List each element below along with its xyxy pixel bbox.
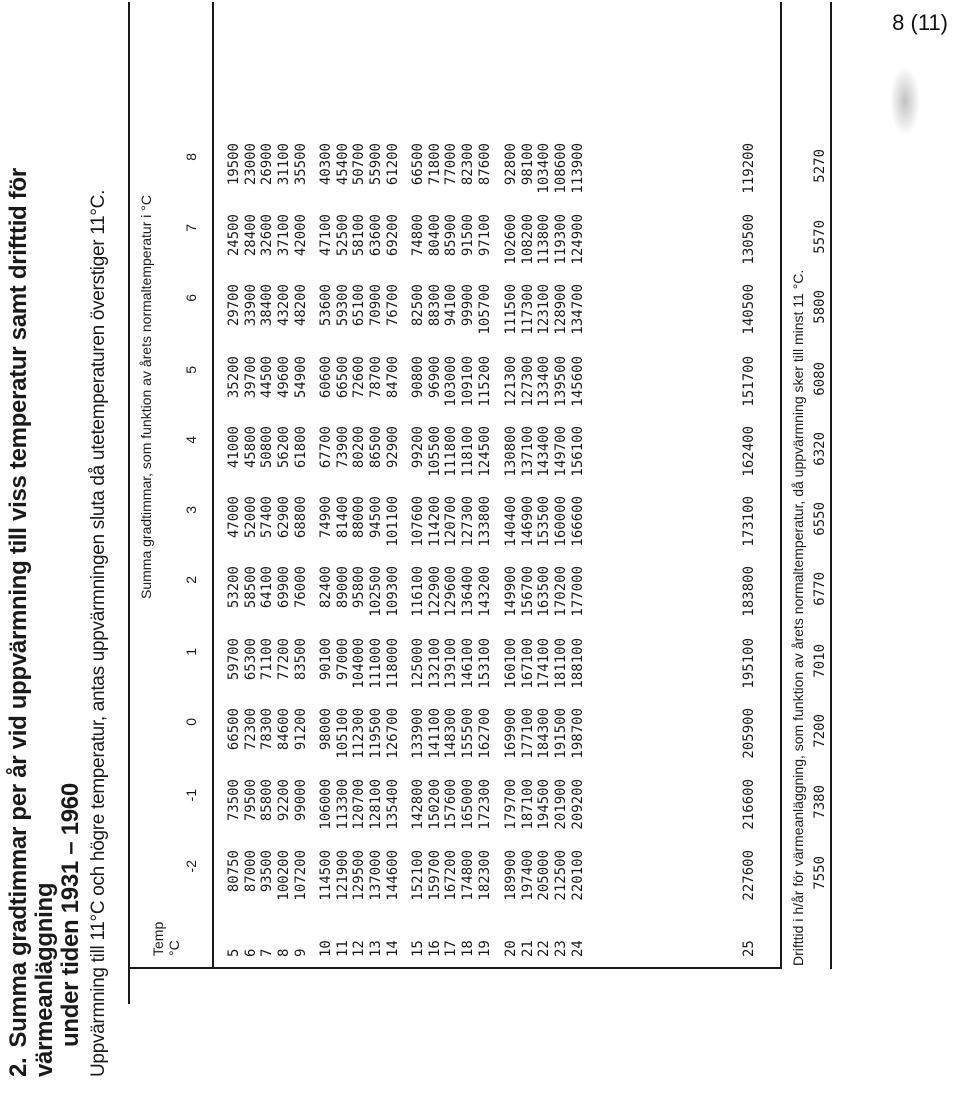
table-cell: 67700 bbox=[318, 426, 334, 469]
temp-cell: 12 bbox=[351, 940, 368, 957]
table-cell: 133900 bbox=[410, 708, 426, 759]
table-cell: 120700 bbox=[443, 496, 460, 547]
temp-cell: 25 bbox=[741, 940, 757, 957]
temp-cell: 23 bbox=[553, 940, 570, 957]
table-cell: 38400 bbox=[259, 284, 276, 327]
table-cell: 177100 bbox=[519, 708, 536, 759]
table-cell: 45400 bbox=[334, 143, 351, 186]
table-cell: 26900 bbox=[259, 143, 276, 186]
temp-cell: 10 bbox=[318, 940, 334, 957]
temp-cell: 22 bbox=[536, 940, 553, 957]
table-cell: 79500 bbox=[242, 779, 259, 822]
drifttid-value: 5570 bbox=[812, 220, 828, 254]
table-cell: 159700 bbox=[426, 850, 443, 901]
table-cell: 143200 bbox=[476, 566, 493, 617]
table-cell: 65300 bbox=[242, 638, 259, 681]
table-cell: 111800 bbox=[443, 426, 460, 477]
table-cell: 39700 bbox=[242, 356, 259, 399]
table-cell: 127300 bbox=[519, 356, 536, 407]
table-cell: 58100 bbox=[351, 214, 368, 257]
table-cell: 69900 bbox=[276, 566, 293, 609]
column-header: 4 bbox=[183, 436, 199, 444]
table-cell: 128900 bbox=[553, 284, 570, 335]
table-cell: 72300 bbox=[242, 708, 259, 751]
table-cell: 99200 bbox=[410, 426, 426, 469]
table-cell: 103400 bbox=[536, 143, 553, 194]
table-cell: 130800 bbox=[503, 426, 519, 477]
table-cell: 155500 bbox=[460, 708, 477, 759]
table-cell: 187100 bbox=[519, 779, 536, 830]
table-cell: 198700 bbox=[569, 708, 586, 759]
table-cell: 184300 bbox=[536, 708, 553, 759]
table-cell: 113300 bbox=[334, 779, 351, 830]
table-cell: 86500 bbox=[368, 426, 385, 469]
drifttid-value: 7380 bbox=[812, 785, 828, 819]
table-cell: 134700 bbox=[569, 284, 586, 335]
column-header: 0 bbox=[183, 718, 199, 726]
drifttid-value: 6770 bbox=[812, 572, 828, 606]
table-cell: 59700 bbox=[226, 638, 242, 681]
table-cell: 149700 bbox=[553, 426, 570, 477]
table-cell: 137000 bbox=[368, 850, 385, 901]
table-cell: 132100 bbox=[426, 638, 443, 689]
table-cell: 76700 bbox=[384, 284, 401, 327]
table-cell: 78700 bbox=[368, 356, 385, 399]
drifttid-value: 5270 bbox=[812, 149, 828, 183]
table-cell: 183800 bbox=[741, 566, 757, 617]
table-cell: 85800 bbox=[259, 779, 276, 822]
table-cell: 53600 bbox=[318, 284, 334, 327]
table-cell: 71100 bbox=[259, 638, 276, 681]
table-cell: 167100 bbox=[519, 638, 536, 689]
table-cell: 129500 bbox=[351, 850, 368, 901]
table-cell: 148300 bbox=[443, 708, 460, 759]
rule-top bbox=[128, 2, 130, 1004]
table-cell: 144600 bbox=[384, 850, 401, 901]
table-cell: 99000 bbox=[292, 779, 309, 822]
table-cell: 124900 bbox=[569, 214, 586, 265]
table-cell: 109100 bbox=[460, 356, 477, 407]
table-cell: 174800 bbox=[460, 850, 477, 901]
table-cell: 115200 bbox=[476, 356, 493, 407]
table-cell: 179700 bbox=[503, 779, 519, 830]
table-cell: 68800 bbox=[292, 496, 309, 539]
table-cell: 111000 bbox=[368, 638, 385, 689]
table-cell: 121900 bbox=[334, 850, 351, 901]
table-cell: 56200 bbox=[276, 426, 293, 469]
table-cell: 70900 bbox=[368, 284, 385, 327]
table-cell: 227600 bbox=[741, 850, 757, 901]
table-cell: 143400 bbox=[536, 426, 553, 477]
table-cell: 91500 bbox=[460, 214, 477, 257]
table-cell: 142800 bbox=[410, 779, 426, 830]
table-cell: 50700 bbox=[351, 143, 368, 186]
temp-header-label: Temp bbox=[150, 921, 166, 956]
table-cell: 73900 bbox=[334, 426, 351, 469]
table-cell: 194500 bbox=[536, 779, 553, 830]
table-cell: 43200 bbox=[276, 284, 293, 327]
title-line-2: under tiden 1931 – 1960 bbox=[57, 783, 84, 1047]
table-cell: 205000 bbox=[536, 850, 553, 901]
table-cell: 52500 bbox=[334, 214, 351, 257]
table-cell: 48200 bbox=[292, 284, 309, 327]
table-cell: 82400 bbox=[318, 566, 334, 609]
table-cell: 140400 bbox=[503, 496, 519, 547]
table-cell: 77000 bbox=[443, 143, 460, 186]
drifttid-value: 7200 bbox=[812, 714, 828, 748]
table-cell: 35200 bbox=[226, 356, 242, 399]
table-cell: 166600 bbox=[569, 496, 586, 547]
table-cell: 107600 bbox=[410, 496, 426, 547]
table-cell: 49600 bbox=[276, 356, 293, 399]
table-cell: 177000 bbox=[569, 566, 586, 617]
table-cell: 37100 bbox=[276, 214, 293, 257]
table-cell: 152100 bbox=[410, 850, 426, 901]
table-cell: 97000 bbox=[334, 638, 351, 681]
table-cell: 146100 bbox=[460, 638, 477, 689]
table-cell: 88000 bbox=[351, 496, 368, 539]
table-cell: 114500 bbox=[318, 850, 334, 901]
table-cell: 82300 bbox=[460, 143, 477, 186]
table-cell: 93500 bbox=[259, 850, 276, 893]
table-cell: 205900 bbox=[741, 708, 757, 759]
table-cell: 88300 bbox=[426, 284, 443, 327]
table-cell: 153500 bbox=[536, 496, 553, 547]
table-cell: 24500 bbox=[226, 214, 242, 257]
table-cell: 146900 bbox=[519, 496, 536, 547]
temp-cell: 16 bbox=[426, 940, 443, 957]
temp-cell: 21 bbox=[519, 940, 536, 957]
table-cell: 32600 bbox=[259, 214, 276, 257]
table-cell: 33900 bbox=[242, 284, 259, 327]
table-cell: 60600 bbox=[318, 356, 334, 399]
table-cell: 137100 bbox=[519, 426, 536, 477]
table-cell: 45800 bbox=[242, 426, 259, 469]
table-cell: 41000 bbox=[226, 426, 242, 469]
table-cell: 19500 bbox=[226, 143, 242, 186]
table-cell: 108200 bbox=[519, 214, 536, 265]
table-cell: 99900 bbox=[460, 284, 477, 327]
table-cell: 85900 bbox=[443, 214, 460, 257]
table-cell: 47000 bbox=[226, 496, 242, 539]
table-cell: 72600 bbox=[351, 356, 368, 399]
table-cell: 57400 bbox=[259, 496, 276, 539]
table-cell: 123100 bbox=[536, 284, 553, 335]
table-cell: 90800 bbox=[410, 356, 426, 399]
column-header: 7 bbox=[183, 224, 199, 232]
rule-temp-column bbox=[128, 968, 780, 970]
table-cell: 118100 bbox=[460, 426, 477, 477]
table-cell: 122900 bbox=[426, 566, 443, 617]
column-header: 5 bbox=[183, 366, 199, 374]
table-cell: 92800 bbox=[503, 143, 519, 186]
table-cell: 151700 bbox=[741, 356, 757, 407]
table-cell: 69200 bbox=[384, 214, 401, 257]
table-cell: 153100 bbox=[476, 638, 493, 689]
table-cell: 31100 bbox=[276, 143, 293, 186]
table-cell: 125000 bbox=[410, 638, 426, 689]
temp-cell: 7 bbox=[259, 948, 276, 957]
table-cell: 124500 bbox=[476, 426, 493, 477]
table-cell: 84700 bbox=[384, 356, 401, 399]
column-header: 6 bbox=[183, 294, 199, 302]
table-cell: 91200 bbox=[292, 708, 309, 751]
scan-smudge bbox=[890, 66, 920, 136]
table-cell: 81400 bbox=[334, 496, 351, 539]
table-cell: 23000 bbox=[242, 143, 259, 186]
table-cell: 98100 bbox=[519, 143, 536, 186]
table-cell: 128100 bbox=[368, 779, 385, 830]
table-cell: 66500 bbox=[226, 708, 242, 751]
column-header: -1 bbox=[183, 789, 199, 802]
table-cell: 97100 bbox=[476, 214, 493, 257]
temp-cell: 18 bbox=[460, 940, 477, 957]
drifttid-value: 7550 bbox=[812, 856, 828, 890]
document-title bbox=[6, 0, 84, 1077]
table-cell: 113800 bbox=[536, 214, 553, 265]
temp-cell: 20 bbox=[503, 940, 519, 957]
table-cell: 102500 bbox=[368, 566, 385, 617]
drifttid-value: 7010 bbox=[812, 644, 828, 678]
table-cell: 94500 bbox=[368, 496, 385, 539]
table-cell: 197400 bbox=[519, 850, 536, 901]
table-cell: 35500 bbox=[292, 143, 309, 186]
table-cell: 59300 bbox=[334, 284, 351, 327]
table-cell: 95800 bbox=[351, 566, 368, 609]
table-cell: 58500 bbox=[242, 566, 259, 609]
page-number: 8 (11) bbox=[892, 10, 948, 35]
column-header: -2 bbox=[183, 860, 199, 873]
table-cell: 52000 bbox=[242, 496, 259, 539]
drifttid-value: 6550 bbox=[812, 502, 828, 536]
table-cell: 209200 bbox=[569, 779, 586, 830]
table-cell: 74900 bbox=[318, 496, 334, 539]
table-cell: 113900 bbox=[569, 143, 586, 194]
table-cell: 112300 bbox=[351, 708, 368, 759]
table-cell: 105700 bbox=[476, 284, 493, 335]
drifttid-value: 6080 bbox=[812, 362, 828, 396]
table-cell: 156100 bbox=[569, 426, 586, 477]
table-cell: 111500 bbox=[503, 284, 519, 335]
column-header: 2 bbox=[183, 576, 199, 584]
table-cell: 182300 bbox=[476, 850, 493, 901]
table-cell: 160100 bbox=[503, 638, 519, 689]
table-cell: 117300 bbox=[519, 284, 536, 335]
table-cell: 53200 bbox=[226, 566, 242, 609]
table-cell: 28400 bbox=[242, 214, 259, 257]
table-cell: 66500 bbox=[334, 356, 351, 399]
table-cell: 141100 bbox=[426, 708, 443, 759]
table-cell: 129600 bbox=[443, 566, 460, 617]
temp-cell: 5 bbox=[226, 948, 242, 957]
table-cell: 114200 bbox=[426, 496, 443, 547]
table-cell: 94100 bbox=[443, 284, 460, 327]
table-cell: 76000 bbox=[292, 566, 309, 609]
table-cell: 169900 bbox=[503, 708, 519, 759]
table-cell: 165000 bbox=[460, 779, 477, 830]
table-cell: 119500 bbox=[368, 708, 385, 759]
table-cell: 170200 bbox=[553, 566, 570, 617]
table-cell: 65100 bbox=[351, 284, 368, 327]
table-cell: 61200 bbox=[384, 143, 401, 186]
temp-cell: 8 bbox=[276, 948, 293, 957]
table-cell: 174100 bbox=[536, 638, 553, 689]
table-cell: 149900 bbox=[503, 566, 519, 617]
table-cell: 135400 bbox=[384, 779, 401, 830]
table-cell: 119300 bbox=[553, 214, 570, 265]
table-cell: 216600 bbox=[741, 779, 757, 830]
table-cell: 54900 bbox=[292, 356, 309, 399]
table-cell: 106000 bbox=[318, 779, 334, 830]
table-cell: 82500 bbox=[410, 284, 426, 327]
table-cell: 61800 bbox=[292, 426, 309, 469]
table-cell: 77200 bbox=[276, 638, 293, 681]
table-cell: 150200 bbox=[426, 779, 443, 830]
table-cell: 220100 bbox=[569, 850, 586, 901]
table-cell: 201900 bbox=[553, 779, 570, 830]
table-cell: 157600 bbox=[443, 779, 460, 830]
table-cell: 188100 bbox=[569, 638, 586, 689]
table-cell: 92200 bbox=[276, 779, 293, 822]
column-header: 8 bbox=[183, 153, 199, 161]
table-cell: 73500 bbox=[226, 779, 242, 822]
temp-cell: 15 bbox=[410, 940, 426, 957]
table-cell: 55900 bbox=[368, 143, 385, 186]
rule-header-bottom bbox=[212, 2, 214, 969]
table-cell: 29700 bbox=[226, 284, 242, 327]
table-cell: 160000 bbox=[553, 496, 570, 547]
table-cell: 212500 bbox=[553, 850, 570, 901]
table-cell: 105500 bbox=[426, 426, 443, 477]
rule-bottom bbox=[830, 2, 832, 969]
temp-header bbox=[150, 922, 182, 956]
table-cell: 104000 bbox=[351, 638, 368, 689]
table-cell: 80200 bbox=[351, 426, 368, 469]
table-cell: 133400 bbox=[536, 356, 553, 407]
table-cell: 126700 bbox=[384, 708, 401, 759]
table-cell: 96900 bbox=[426, 356, 443, 399]
table-cell: 40300 bbox=[318, 143, 334, 186]
table-cell: 71800 bbox=[426, 143, 443, 186]
table-cell: 84600 bbox=[276, 708, 293, 751]
table-cell: 92900 bbox=[384, 426, 401, 469]
table-cell: 127300 bbox=[460, 496, 477, 547]
table-cell: 64100 bbox=[259, 566, 276, 609]
temp-cell: 9 bbox=[292, 948, 309, 957]
table-cell: 100200 bbox=[276, 850, 293, 901]
table-cell: 98000 bbox=[318, 708, 334, 751]
table-cell: 63600 bbox=[368, 214, 385, 257]
table-cell: 50800 bbox=[259, 426, 276, 469]
table-cell: 121300 bbox=[503, 356, 519, 407]
table-cell: 101100 bbox=[384, 496, 401, 547]
table-cell: 107200 bbox=[292, 850, 309, 901]
table-cell: 102600 bbox=[503, 214, 519, 265]
table-cell: 66500 bbox=[410, 143, 426, 186]
table-cell: 89000 bbox=[334, 566, 351, 609]
table-cell: 109300 bbox=[384, 566, 401, 617]
drifttid-value: 5800 bbox=[812, 290, 828, 324]
table-cell: 162400 bbox=[741, 426, 757, 477]
table-cell: 130500 bbox=[741, 214, 757, 265]
table-cell: 44500 bbox=[259, 356, 276, 399]
table-cell: 108600 bbox=[553, 143, 570, 194]
temp-cell: 11 bbox=[334, 940, 351, 957]
table-cell: 136400 bbox=[460, 566, 477, 617]
table-cell: 139500 bbox=[553, 356, 570, 407]
table-cell: 145600 bbox=[569, 356, 586, 407]
table-cell: 163500 bbox=[536, 566, 553, 617]
group-header: Summa gradtimmar, som funktion av årets normaltemperatur i °C bbox=[138, 195, 154, 599]
subtitle: Uppvärmning till 11°C och högre temperatur, antas uppvärmningen sluta då utetemperaturen överstiger 11°C. bbox=[88, 189, 109, 1077]
table-cell: 83500 bbox=[292, 638, 309, 681]
table-cell: 162700 bbox=[476, 708, 493, 759]
table-cell: 116100 bbox=[410, 566, 426, 617]
temp-cell: 24 bbox=[569, 940, 586, 957]
table-cell: 62900 bbox=[276, 496, 293, 539]
table-cell: 195100 bbox=[741, 638, 757, 689]
table-cell: 78300 bbox=[259, 708, 276, 751]
column-header: 1 bbox=[183, 648, 199, 656]
temp-header-unit: °C bbox=[166, 940, 182, 956]
table-cell: 42000 bbox=[292, 214, 309, 257]
table-cell: 118000 bbox=[384, 638, 401, 689]
table-cell: 80750 bbox=[226, 850, 242, 893]
table-cell: 167200 bbox=[443, 850, 460, 901]
title-number: 2. bbox=[5, 1057, 32, 1077]
table-cell: 87000 bbox=[242, 850, 259, 893]
temp-cell: 13 bbox=[368, 940, 385, 957]
table-cell: 133800 bbox=[476, 496, 493, 547]
table-cell: 120700 bbox=[351, 779, 368, 830]
temp-cell: 6 bbox=[242, 948, 259, 957]
table-cell: 191500 bbox=[553, 708, 570, 759]
temp-cell: 19 bbox=[476, 940, 493, 957]
table-cell: 105100 bbox=[334, 708, 351, 759]
temp-cell: 17 bbox=[443, 940, 460, 957]
table-cell: 87600 bbox=[476, 143, 493, 186]
table-cell: 139100 bbox=[443, 638, 460, 689]
table-cell: 90100 bbox=[318, 638, 334, 681]
table-cell: 140500 bbox=[741, 284, 757, 335]
table-cell: 173100 bbox=[741, 496, 757, 547]
rule-above-drifttid bbox=[780, 2, 782, 969]
drifttid-label: Drifttid i h/år för värmeanläggning, som funktion av årets normaltemperatur, då uppvärmning sker till minst 11 °C. bbox=[790, 269, 806, 966]
table-cell: 172300 bbox=[476, 779, 493, 830]
table-cell: 47100 bbox=[318, 214, 334, 257]
table-cell: 80400 bbox=[426, 214, 443, 257]
table-cell: 119200 bbox=[741, 143, 757, 194]
table-cell: 156700 bbox=[519, 566, 536, 617]
table-cell: 74800 bbox=[410, 214, 426, 257]
table-cell: 181100 bbox=[553, 638, 570, 689]
title-line-1: Summa gradtimmar per år vid uppvärmning till viss temperatur samt drifttid för värmeanläggning bbox=[5, 168, 58, 1077]
table-cell: 189900 bbox=[503, 850, 519, 901]
column-header: 3 bbox=[183, 506, 199, 514]
temp-cell: 14 bbox=[384, 940, 401, 957]
table-cell: 103000 bbox=[443, 356, 460, 407]
drifttid-value: 6320 bbox=[812, 432, 828, 466]
